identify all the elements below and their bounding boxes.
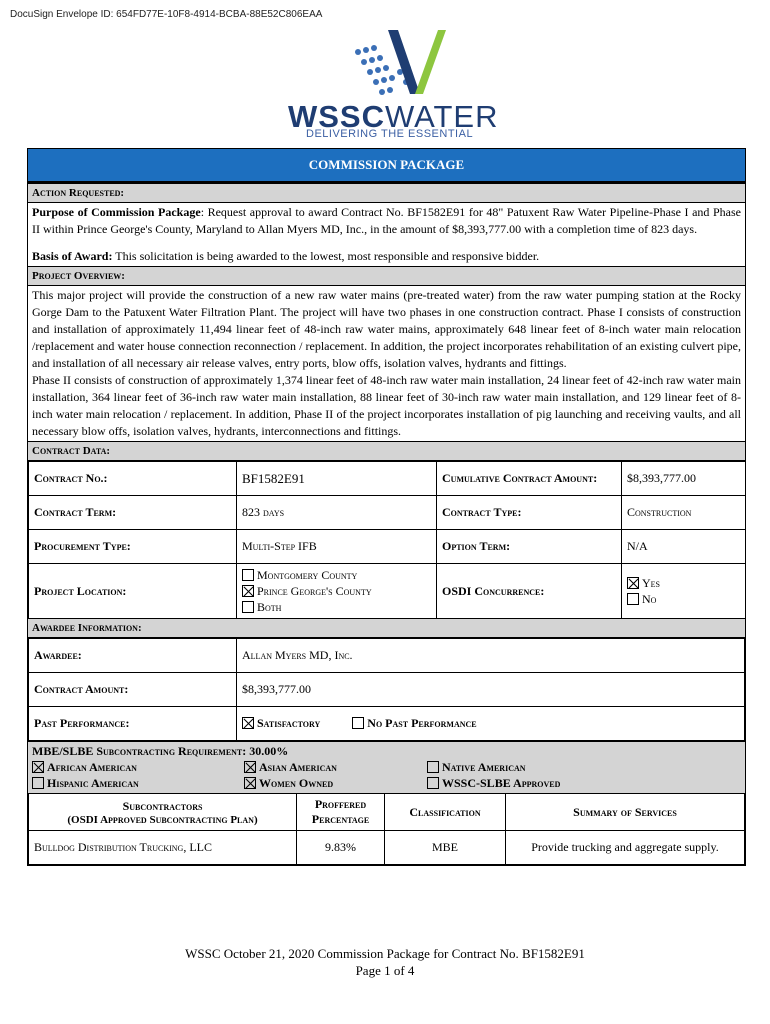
contract-type-label: Contract Type: [437, 496, 622, 530]
contract-type-value: Construction [622, 496, 746, 530]
contract-no-value: BF1582E91 [237, 462, 437, 496]
contract-data-table [28, 461, 746, 619]
purpose-text: : Request approval to award Contract No. BF1582E91 for 48" Patuxent Raw Water Pipeline-Phase I and Phase II within Prince George's County, Maryland to Allan Myers MD, Inc., in the amount of $8,393,777.00 with a completion time of 823 days. [32, 205, 741, 236]
col-classification: Classification [385, 794, 506, 831]
osdi-concurrence-options [622, 564, 746, 619]
subcontractor-classification: MBE [385, 831, 506, 865]
cumulative-amount-value: $8,393,777.00 [622, 462, 746, 496]
project-overview-heading: Project Overview: [28, 266, 745, 286]
contract-amount-label: Contract Amount: [29, 673, 237, 707]
checkbox-hispanic-american[interactable] [32, 777, 44, 789]
mbe-requirement-title: MBE/SLBE Subcontracting Requirement: 30.00% [32, 744, 289, 758]
option-term-label: Option Term: [437, 530, 622, 564]
overview-phase-1: This major project will provide the construction of a new raw water mains (pre-treated water) from the raw water pumping station at the Rocky Gorge Dam to the Patuxent Water Filtration Plant. The project will have two phases in one construction contract. Phase I consists of construction and installation of approximately 11,494 linear feet of 48-inch raw water mains, approximately 648 linear feet of 8-inch water main relocation /replacement and water house connection reconnection / replacement. In addition, the project incorporates rehabilitation of an existing culvert pipe, and installation of all necessary air release valves, entry ports, blow offs, isolation valves, hydrants and fittings. [32, 288, 741, 370]
procurement-type-label: Procurement Type: [29, 530, 237, 564]
basis-text: This solicitation is being awarded to the lowest, most responsible and responsive bidder. [112, 249, 540, 263]
subcontractors-table [28, 793, 745, 865]
col-subcontractors: Subcontractors (OSDI Approved Subcontracting Plan) [29, 794, 297, 831]
basis-of-award [32, 248, 741, 265]
checkbox-native-american[interactable] [427, 761, 439, 773]
checkbox-no-past-performance[interactable] [352, 717, 364, 729]
option-yes: Yes [642, 576, 661, 590]
african-american-label: African American [47, 760, 137, 774]
project-location-label: Project Location: [29, 564, 237, 619]
procurement-type-value: Multi-Step IFB [237, 530, 437, 564]
docusign-envelope-id: DocuSign Envelope ID: 654FD77E-10F8-4914-BCBA-88E52C806EAA [10, 9, 323, 20]
overview-phase-2: Phase II consists of construction of approximately 1,374 linear feet of 48-inch raw water main installation, 24 linear feet of 42-inch raw water main installation, 364 linear feet of 36-inch raw water main installation, 88 linear feet of 30-inch raw water main installation, and 129 linear feet of 8-inch water main relocation / replacement. In addition, Phase II of the project incorporates installation of pig launching and receiving vaults, and all necessary blow offs, isolation valves, hydrants, interconnections and fittings. [32, 373, 741, 438]
awardee-label: Awardee: [29, 639, 237, 673]
subcontractor-percentage: 9.83% [297, 831, 385, 865]
hispanic-american-label: Hispanic American [47, 776, 139, 790]
purpose-paragraph [28, 203, 745, 266]
mbe-slbe-section [28, 741, 745, 793]
table-row [29, 831, 745, 865]
checkbox-women-owned[interactable] [244, 777, 256, 789]
option-no-past-performance: No Past Performance [367, 716, 477, 730]
past-performance-label: Past Performance: [29, 707, 237, 741]
checkbox-satisfactory[interactable] [242, 717, 254, 729]
checkbox-no[interactable] [627, 593, 639, 605]
project-location-options [237, 564, 437, 619]
option-no: No [642, 592, 657, 606]
footer-line: WSSC October 21, 2020 Commission Package for Contract No. BF1582E91 [185, 946, 585, 961]
project-overview-text [28, 286, 745, 441]
cumulative-amount-label: Cumulative Contract Amount: [437, 462, 622, 496]
contract-no-label: Contract No.: [29, 462, 237, 496]
option-satisfactory: Satisfactory [257, 716, 321, 730]
checkbox-yes[interactable] [627, 577, 639, 589]
option-both: Both [257, 600, 282, 614]
page-number: Page 1 of 4 [355, 963, 415, 978]
subcontractor-summary: Provide trucking and aggregate supply. [506, 831, 745, 865]
awardee-information-heading: Awardee Information: [28, 619, 745, 638]
page-title: COMMISSION PACKAGE [28, 149, 745, 183]
contract-amount-value: $8,393,777.00 [237, 673, 745, 707]
col-proffered-percentage: Proffered Percentage [297, 794, 385, 831]
option-term-value: N/A [622, 530, 746, 564]
checkbox-wssc-slbe[interactable] [427, 777, 439, 789]
wssc-slbe-label: WSSC-SLBE Approved [442, 776, 561, 790]
col-summary-of-services: Summary of Services [506, 794, 745, 831]
logo-wordmark: WSSCWATER [288, 99, 499, 134]
commission-package [27, 148, 746, 866]
past-performance-options [237, 707, 745, 741]
awardee-table [28, 638, 745, 741]
checkbox-prince-georges[interactable] [242, 585, 254, 597]
action-requested-heading: Action Requested: [28, 183, 745, 203]
awardee-value: Allan Myers MD, Inc. [237, 639, 745, 673]
basis-label: Basis of Award: [32, 249, 113, 263]
subcontractor-name: Bulldog Distribution Trucking, LLC [29, 831, 297, 865]
checkbox-both[interactable] [242, 601, 254, 613]
contract-term-label: Contract Term: [29, 496, 237, 530]
option-montgomery: Montgomery County [257, 568, 358, 582]
checkbox-african-american[interactable] [32, 761, 44, 773]
checkbox-asian-american[interactable] [244, 761, 256, 773]
asian-american-label: Asian American [259, 760, 337, 774]
contract-data-heading: Contract Data: [28, 441, 745, 461]
native-american-label: Native American [442, 760, 526, 774]
checkbox-montgomery[interactable] [242, 569, 254, 581]
logo-tagline: DELIVERING THE ESSENTIAL [306, 128, 474, 140]
women-owned-label: Women Owned [259, 776, 334, 790]
option-prince-georges: Prince George's County [257, 584, 372, 598]
contract-term-value: 823 days [237, 496, 437, 530]
osdi-concurrence-label: OSDI Concurrence: [437, 564, 622, 619]
purpose-label: Purpose of Commission Package [32, 205, 201, 219]
